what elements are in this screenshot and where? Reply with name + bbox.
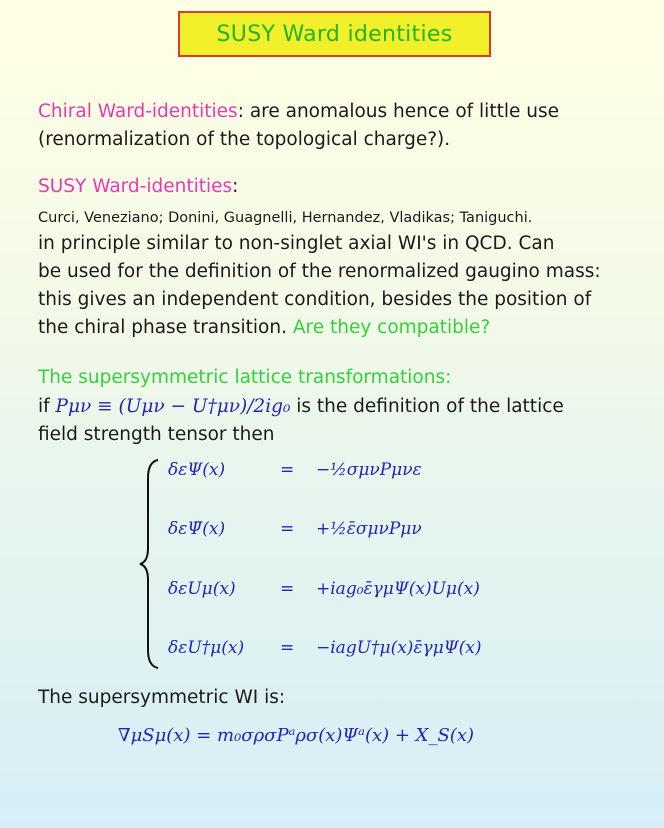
- equation-op: =: [280, 519, 295, 539]
- susy-question: Are they compatible?: [292, 317, 491, 338]
- susy-colon: :: [232, 176, 239, 197]
- susy-line3: this gives an independent condition, besides the position of: [38, 289, 592, 310]
- chiral-line2: (renormalization of the topological charge?).: [38, 129, 451, 150]
- transform-line2: field strength tensor then: [38, 424, 275, 445]
- susy-line4: the chiral phase transition.: [38, 317, 287, 338]
- transform-heading: The supersymmetric lattice transformations:: [38, 367, 452, 388]
- equation-lhs: δεΨ̄(x): [168, 519, 226, 539]
- equation-op: =: [280, 638, 295, 658]
- equation-op: =: [280, 579, 295, 599]
- equation-lhs: δεU†μ(x): [168, 638, 245, 658]
- equation-lhs: δεUμ(x): [168, 579, 236, 599]
- left-brace-icon: [138, 458, 160, 670]
- transform-line1-post: is the definition of the lattice: [296, 396, 564, 417]
- susy-label: SUSY Ward-identities: [38, 176, 233, 197]
- equation-lhs: δεΨ(x): [168, 460, 226, 480]
- wi-label: The supersymmetric WI is:: [38, 687, 286, 708]
- transform-paragraph: [38, 393, 564, 449]
- chiral-label: Chiral Ward-identities: [38, 101, 238, 122]
- chiral-line1: : are anomalous hence of little use: [237, 101, 559, 122]
- slide-title: SUSY Ward identities: [216, 21, 453, 47]
- susy-line2: be used for the definition of the renormalized gaugino mass:: [38, 261, 601, 282]
- transformation-equations: [138, 458, 558, 670]
- equation-op: =: [280, 460, 295, 480]
- susy-line1: in principle similar to non-singlet axial WI's in QCD. Can: [38, 233, 555, 254]
- chiral-paragraph: [38, 98, 559, 154]
- equation-rhs: −iagU†μ(x)ε̄γμΨ(x): [316, 638, 482, 658]
- field-strength-definition: Pμν ≡ (Uμν − U†μν)/2ig₀: [55, 396, 291, 417]
- equation-rhs: +½ε̄σμνPμν: [316, 519, 422, 539]
- susy-authors: Curci, Veneziano; Donini, Guagnelli, Hernandez, Vladikas; Taniguchi.: [38, 210, 533, 226]
- equation-rhs: +iag₀ε̄γμΨ(x)Uμ(x): [316, 579, 480, 599]
- wi-equation: ∇μSμ(x) = m₀σρσPᵃρσ(x)Ψᵃ(x) + X_S(x): [118, 725, 475, 746]
- title-box: [178, 11, 491, 57]
- equation-rhs: −½σμνPμνε: [316, 460, 422, 480]
- susy-heading: [38, 173, 238, 201]
- transform-if: if: [38, 396, 50, 417]
- susy-paragraph: [38, 230, 601, 342]
